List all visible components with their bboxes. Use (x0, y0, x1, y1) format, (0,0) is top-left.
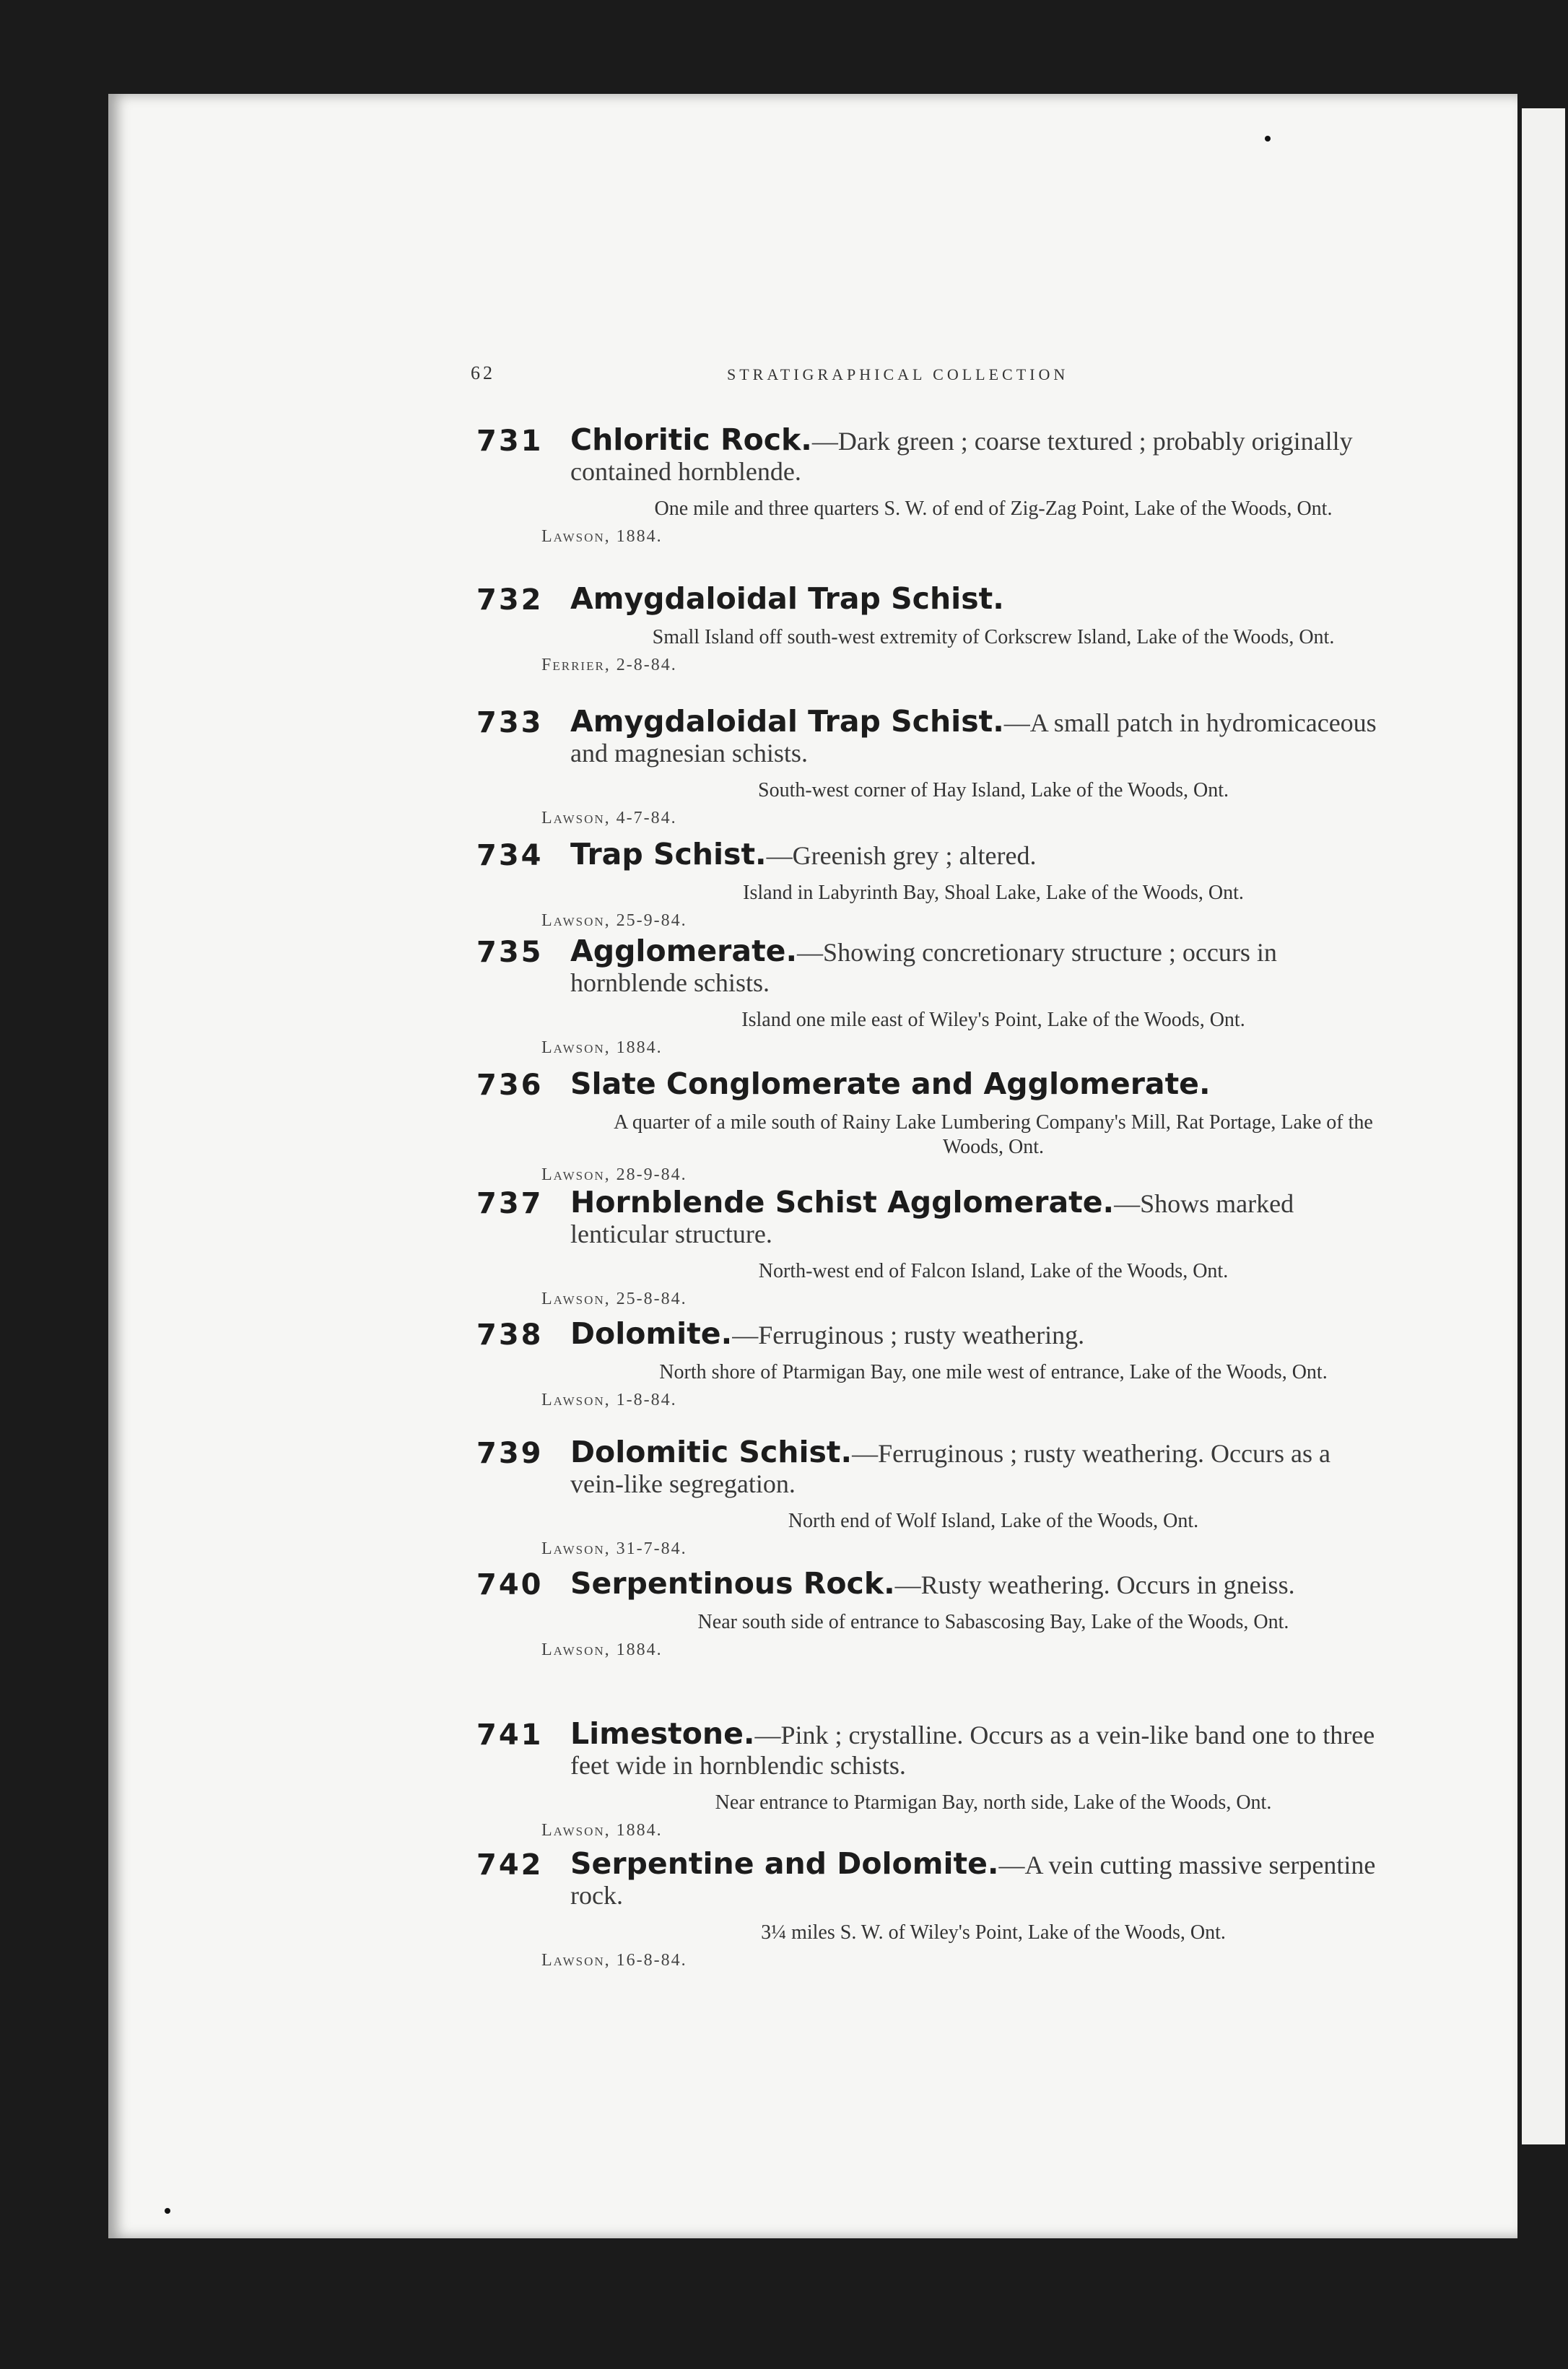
locality: One mile and three quarters S. W. of end of Zig-Zag Point, Lake of the Woods, Ont. (654, 497, 1333, 520)
rock-description: —Rusty weathering. Occurs in gneiss. (894, 1570, 1295, 1599)
catalogue-entry (469, 706, 1379, 828)
dust-speck (165, 2208, 170, 2214)
collector: Lawson, 28-9-84. (541, 1165, 687, 1184)
collector: Lawson, 1884. (541, 1038, 663, 1057)
locality: North shore of Ptarmigan Bay, one mile west of entrance, Lake of the Woods, Ont. (659, 1361, 1328, 1383)
running-title: STRATIGRAPHICAL COLLECTION (727, 365, 1069, 383)
locality: Island one mile east of Wiley's Point, Lake of the Woods, Ont. (741, 1009, 1245, 1031)
entry-number: 736 (476, 1069, 544, 1102)
locality: Near entrance to Ptarmigan Bay, north side, Lake of the Woods, Ont. (715, 1791, 1272, 1814)
entry-number: 733 (476, 706, 544, 739)
rock-name: Slate Conglomerate and Agglomerate. (570, 1066, 1211, 1101)
catalogue-entry (469, 583, 1379, 675)
locality: Small Island off south-west extremity of Corkscrew Island, Lake of the Woods, Ont. (652, 626, 1335, 648)
rock-description: —A vein cutting massive serpentine rock. (570, 1851, 1376, 1910)
rock-name: Amygdaloidal Trap Schist. (570, 704, 1004, 739)
rock-name: Trap Schist. (570, 837, 767, 871)
rock-name: Dolomitic Schist. (570, 1435, 853, 1469)
locality: Island in Labyrinth Bay, Shoal Lake, Lake of the Woods, Ont. (743, 882, 1244, 904)
page-number: 62 (471, 362, 495, 383)
entry-number: 739 (476, 1437, 544, 1470)
locality: Near south side of entrance to Sabascosing Bay, Lake of the Woods, Ont. (697, 1611, 1289, 1633)
catalogue-entry (469, 936, 1379, 1058)
catalogue-entry (469, 1568, 1379, 1660)
collector: Lawson, 1884. (541, 1821, 663, 1840)
collector: Lawson, 31-7-84. (541, 1539, 687, 1558)
rock-name: Hornblende Schist Agglomerate. (570, 1185, 1115, 1220)
facing-page-edge (1522, 108, 1565, 2144)
locality: 3¼ miles S. W. of Wiley's Point, Lake of the Woods, Ont. (761, 1921, 1226, 1944)
rock-name: Serpentine and Dolomite. (570, 1846, 999, 1881)
rock-name: Chloritic Rock. (570, 422, 812, 457)
rock-description: —Greenish grey ; altered. (766, 841, 1037, 870)
rock-name: Limestone. (570, 1716, 755, 1751)
entry-number: 734 (476, 839, 544, 872)
rock-description: —Dark green ; coarse textured ; probably originally contained hornblende. (570, 427, 1353, 486)
entry-number: 741 (476, 1718, 544, 1752)
catalogue-entry (469, 1187, 1379, 1309)
catalogue-entry (469, 1437, 1379, 1559)
entry-number: 738 (476, 1318, 544, 1352)
entry-number: 737 (476, 1187, 544, 1220)
collector: Lawson, 25-9-84. (541, 911, 687, 930)
catalogue-entry (469, 839, 1379, 931)
rock-name: Amygdaloidal Trap Schist. (570, 581, 1004, 616)
collector: Lawson, 1884. (541, 1640, 663, 1659)
rock-name: Agglomerate. (570, 934, 798, 968)
rock-description: —Pink ; crystalline. Occurs as a vein-like band one to three feet wide in hornblendic schists. (570, 1721, 1375, 1780)
collector: Ferrier, 2-8-84. (541, 656, 677, 674)
locality: South-west corner of Hay Island, Lake of the Woods, Ont. (758, 779, 1229, 801)
catalogue-entry (469, 1718, 1379, 1840)
collector: Lawson, 1-8-84. (541, 1391, 677, 1409)
collector: Lawson, 1884. (541, 527, 663, 546)
entry-number: 731 (476, 425, 544, 458)
catalogue-entry (469, 1318, 1379, 1410)
page-header (471, 362, 1380, 391)
locality: A quarter of a mile south of Rainy Lake Lumbering Company's Mill, Rat Portage, Lake of the Woods, Ont. (614, 1111, 1373, 1158)
collector: Lawson, 25-8-84. (541, 1290, 687, 1308)
collector: Lawson, 4-7-84. (541, 809, 677, 827)
catalogue-entry (469, 1066, 1379, 1185)
rock-description: —Showing concretionary structure ; occurs in hornblende schists. (570, 938, 1277, 997)
entry-number: 735 (476, 936, 544, 969)
entry-number: 742 (476, 1848, 544, 1882)
entry-number: 732 (476, 583, 544, 617)
rock-name: Serpentinous Rock. (570, 1566, 895, 1601)
rock-description: —Ferruginous ; rusty weathering. Occurs as a vein-like segregation. (570, 1439, 1330, 1498)
rock-description: —Shows marked lenticular structure. (570, 1189, 1294, 1248)
catalogue-entry (469, 422, 1379, 547)
collector: Lawson, 16-8-84. (541, 1951, 687, 1970)
rock-description: —Ferruginous ; rusty weathering. (732, 1321, 1085, 1349)
rock-description: —A small patch in hydromicaceous and magnesian schists. (570, 708, 1377, 768)
locality: North end of Wolf Island, Lake of the Woods, Ont. (788, 1510, 1199, 1532)
dust-speck (1265, 136, 1271, 142)
locality: North-west end of Falcon Island, Lake of the Woods, Ont. (758, 1260, 1229, 1282)
catalogue-entry (469, 1848, 1379, 1970)
entry-number: 740 (476, 1568, 544, 1601)
rock-name: Dolomite. (570, 1316, 733, 1351)
